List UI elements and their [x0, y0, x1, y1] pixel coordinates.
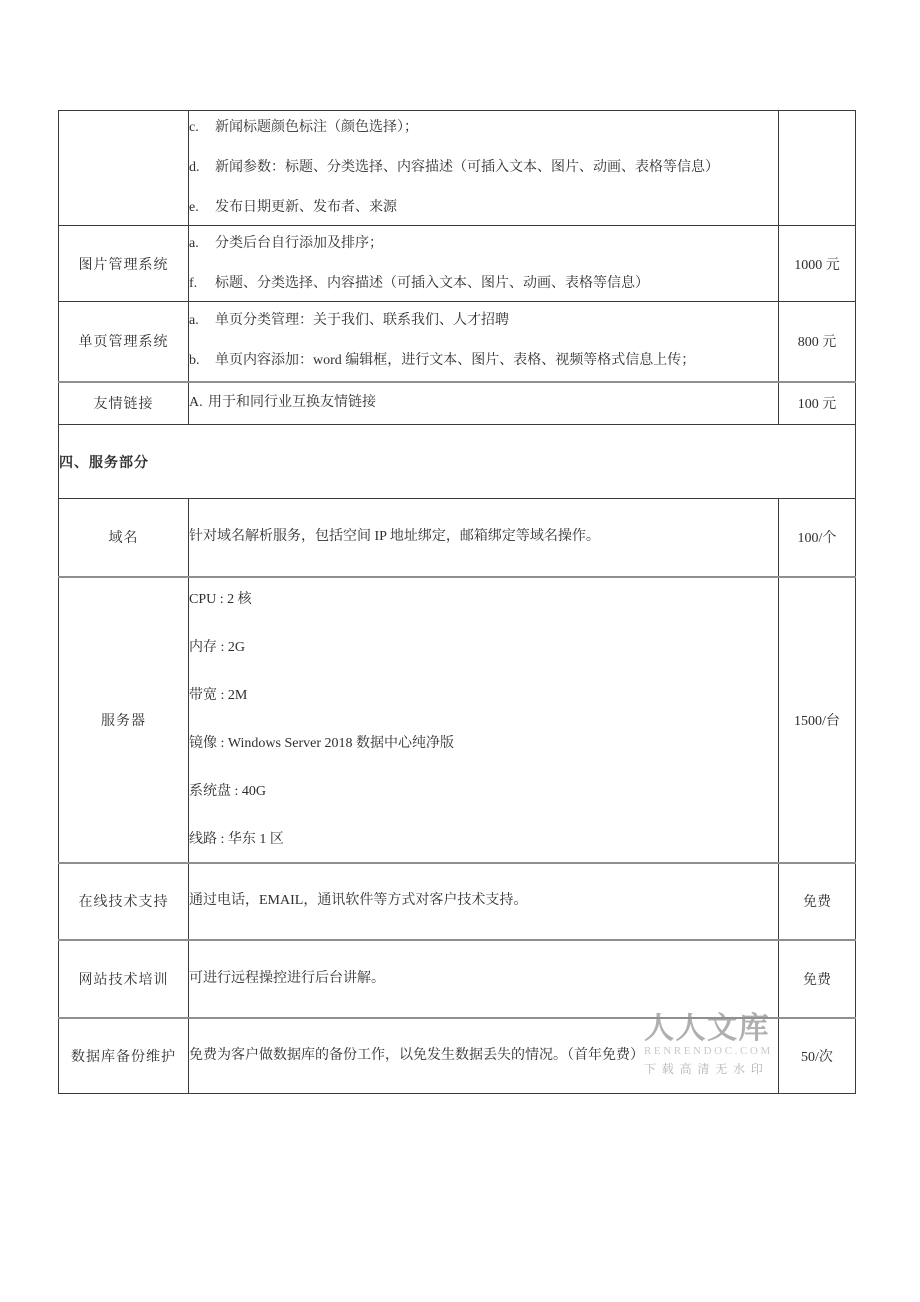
row-desc [189, 226, 779, 302]
table-row-database-backup [59, 1018, 856, 1094]
item-marker: a. [189, 313, 199, 329]
row-label: 域名 [59, 499, 189, 577]
section-heading: 四、服务部分 [59, 425, 856, 499]
row-label: 数据库备份维护 [59, 1018, 189, 1094]
pricing-table [58, 110, 856, 1094]
desc-item [189, 234, 778, 254]
row-price-empty [779, 111, 856, 226]
row-price: 50/次 [779, 1018, 856, 1094]
quotation-document [58, 110, 855, 1094]
row-desc [189, 111, 779, 226]
desc-item [189, 158, 778, 178]
desc-line: 系统盘 : 40G [189, 783, 266, 799]
row-desc [189, 302, 779, 382]
table-row-server [59, 577, 856, 863]
watermark-domain: RENRENDOC.COM [644, 1045, 773, 1057]
desc-item [189, 393, 778, 413]
desc-line: 镜像 : Windows Server 2018 数据中心纯净版 [189, 735, 455, 751]
desc-line: 线路 : 华东 1 区 [189, 831, 284, 847]
table-row-domain [59, 499, 856, 577]
item-text: 标题、分类选择、内容描述（可插入文本、图片、动画、表格等信息） [215, 275, 649, 291]
desc-line: 通过电话，EMAIL，通讯软件等方式对客户技术支持。 [189, 893, 528, 908]
table-row-news-continued [59, 111, 856, 226]
row-label: 图片管理系统 [59, 226, 189, 302]
row-price: 800 元 [779, 302, 856, 382]
item-marker: c. [189, 120, 199, 135]
row-label: 服务器 [59, 577, 189, 863]
section-heading-row [59, 425, 856, 499]
item-text: 发布日期更新、发布者、来源 [215, 200, 397, 215]
item-text: 分类后台自行添加及排序； [215, 235, 383, 251]
item-text: 用于和同行业互换友情链接 [208, 395, 376, 411]
row-price: 免费 [779, 863, 856, 940]
table-row-image-management [59, 226, 856, 302]
row-desc [189, 577, 779, 863]
desc-line: 可进行远程操控进行后台讲解。 [189, 970, 385, 986]
item-text: 新闻标题颜色标注（颜色选择）； [215, 120, 418, 135]
row-desc [189, 382, 779, 425]
desc-line: 免费为客户做数据库的备份工作，以免发生数据丢失的情况。（首年免费） [189, 1047, 644, 1063]
item-text: 单页分类管理：关于我们、联系我们、人才招聘 [215, 313, 509, 329]
row-desc [189, 863, 779, 940]
desc-item [189, 274, 778, 294]
desc-line: 内存 : 2G [189, 639, 245, 655]
item-marker: f. [189, 275, 198, 291]
desc-line: CPU : 2 核 [189, 591, 252, 607]
row-desc [189, 940, 779, 1018]
item-text: 新闻参数：标题、分类选择、内容描述（可插入文本、图片、动画、表格等信息） [215, 160, 719, 175]
row-price: 1500/台 [779, 577, 856, 863]
row-label-empty [59, 111, 189, 226]
item-text: 单页内容添加：word 编辑框，进行文本、图片、表格、视频等格式信息上传； [215, 353, 696, 369]
row-price: 100/个 [779, 499, 856, 577]
row-label: 在线技术支持 [59, 863, 189, 940]
item-marker: b. [189, 353, 200, 369]
row-desc [189, 499, 779, 577]
row-price: 100 元 [779, 382, 856, 425]
row-label: 网站技术培训 [59, 940, 189, 1018]
item-marker: d. [189, 160, 200, 175]
item-marker: e. [189, 200, 199, 215]
watermark-title: 人人文库 [644, 1012, 770, 1045]
row-label: 友情链接 [59, 382, 189, 425]
desc-line: 针对域名解析服务，包括空间 IP 地址绑定，邮箱绑定等域名操作。 [189, 529, 600, 545]
item-marker: a. [189, 235, 199, 251]
watermark-caption: 下载高清无水印 [644, 1062, 769, 1076]
desc-item [189, 311, 778, 331]
row-price: 1000 元 [779, 226, 856, 302]
desc-item [189, 198, 778, 218]
row-price: 免费 [779, 940, 856, 1018]
row-desc [189, 1018, 779, 1094]
row-label: 单页管理系统 [59, 302, 189, 382]
desc-item [189, 118, 778, 138]
table-row-friend-links [59, 382, 856, 425]
desc-line: 带宽 : 2M [189, 687, 248, 703]
table-row-single-page-management [59, 302, 856, 382]
desc-item [189, 351, 778, 371]
item-marker: A. [189, 395, 203, 411]
table-row-online-support [59, 863, 856, 940]
table-row-website-training [59, 940, 856, 1018]
